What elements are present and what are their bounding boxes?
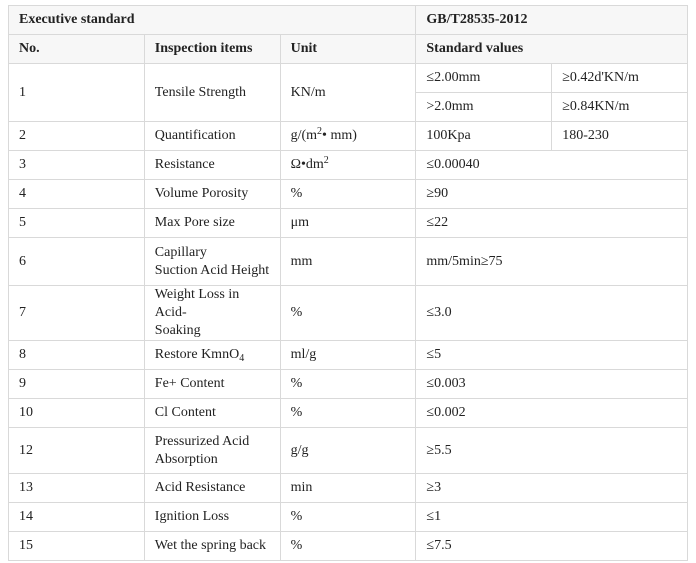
row-unit: g/g (280, 428, 416, 474)
standards-table (8, 5, 688, 561)
table-row (9, 122, 688, 151)
row-item: Restore KmnO$_4$ (144, 341, 280, 370)
row-item: Tensile Strength (144, 64, 280, 122)
row-unit: ml/g (280, 341, 416, 370)
row-item: Fe+ Content (144, 370, 280, 399)
row-item: Quantification (144, 122, 280, 151)
table-row (9, 370, 688, 399)
row-unit: % (280, 532, 416, 561)
table-row (9, 209, 688, 238)
row-item: Acid Resistance (144, 474, 280, 503)
row-no: 5 (9, 209, 145, 238)
row-unit: μm (280, 209, 416, 238)
table-row (9, 151, 688, 180)
row-value: mm/5min≥75 (416, 238, 688, 286)
row-value: ≥90 (416, 180, 688, 209)
row-no: 3 (9, 151, 145, 180)
table-row (9, 503, 688, 532)
row-unit: $g/(m^2•$ mm) (280, 122, 416, 151)
row-value: ≤1 (416, 503, 688, 532)
row-value: ≤5 (416, 341, 688, 370)
row-unit: mm (280, 238, 416, 286)
row-condition: >2.0mm (416, 93, 552, 122)
row-no: 10 (9, 399, 145, 428)
col-header-no: No. (9, 35, 145, 64)
row-no: 15 (9, 532, 145, 561)
table-row (9, 532, 688, 561)
row-condition: ≤2.00mm (416, 64, 552, 93)
col-header-items: Inspection items (144, 35, 280, 64)
table-row (9, 341, 688, 370)
standard-code: GB/T28535-2012 (416, 6, 688, 35)
table-row (9, 474, 688, 503)
row-value: 180-230 (552, 122, 688, 151)
row-unit: min (280, 474, 416, 503)
row-unit: KN/m (280, 64, 416, 122)
row-item: Volume Porosity (144, 180, 280, 209)
row-value: ≤7.5 (416, 532, 688, 561)
row-no: 14 (9, 503, 145, 532)
row-unit: % (280, 286, 416, 341)
row-item: Pressurized Acid Absorption (144, 428, 280, 474)
table-row (9, 180, 688, 209)
row-no: 12 (9, 428, 145, 474)
row-value: ≤3.0 (416, 286, 688, 341)
row-item: Ignition Loss (144, 503, 280, 532)
row-unit: % (280, 399, 416, 428)
table-row (9, 428, 688, 474)
row-value: ≤0.002 (416, 399, 688, 428)
row-item: Weight Loss in Acid- Soaking (144, 286, 280, 341)
row-no: 6 (9, 238, 145, 286)
table-row (9, 64, 688, 93)
row-unit: % (280, 503, 416, 532)
row-no: 1 (9, 64, 145, 122)
row-item: Capillary Suction Acid Height (144, 238, 280, 286)
table-row (9, 238, 688, 286)
row-no: 2 (9, 122, 145, 151)
column-header-row (9, 35, 688, 64)
col-header-values: Standard values (416, 35, 688, 64)
col-header-unit: Unit (280, 35, 416, 64)
row-no: 9 (9, 370, 145, 399)
row-condition: 100Kpa (416, 122, 552, 151)
row-no: 13 (9, 474, 145, 503)
row-item: Cl Content (144, 399, 280, 428)
row-value: ≤22 (416, 209, 688, 238)
row-unit: % (280, 370, 416, 399)
row-item: Resistance (144, 151, 280, 180)
row-value: ≤0.003 (416, 370, 688, 399)
row-no: 7 (9, 286, 145, 341)
row-item: Wet the spring back (144, 532, 280, 561)
row-value: ≥3 (416, 474, 688, 503)
table-row (9, 399, 688, 428)
row-no: 4 (9, 180, 145, 209)
row-value: ≥0.42d'KN/m (552, 64, 688, 93)
row-value: ≤0.00040 (416, 151, 688, 180)
table-header-row (9, 6, 688, 35)
row-item: Max Pore size (144, 209, 280, 238)
row-unit: % (280, 180, 416, 209)
executive-standard-label: Executive standard (9, 6, 416, 35)
row-value: ≥0.84KN/m (552, 93, 688, 122)
table-row (9, 286, 688, 341)
row-unit: $\Omega•dm^2$ (280, 151, 416, 180)
row-no: 8 (9, 341, 145, 370)
row-value: ≥5.5 (416, 428, 688, 474)
